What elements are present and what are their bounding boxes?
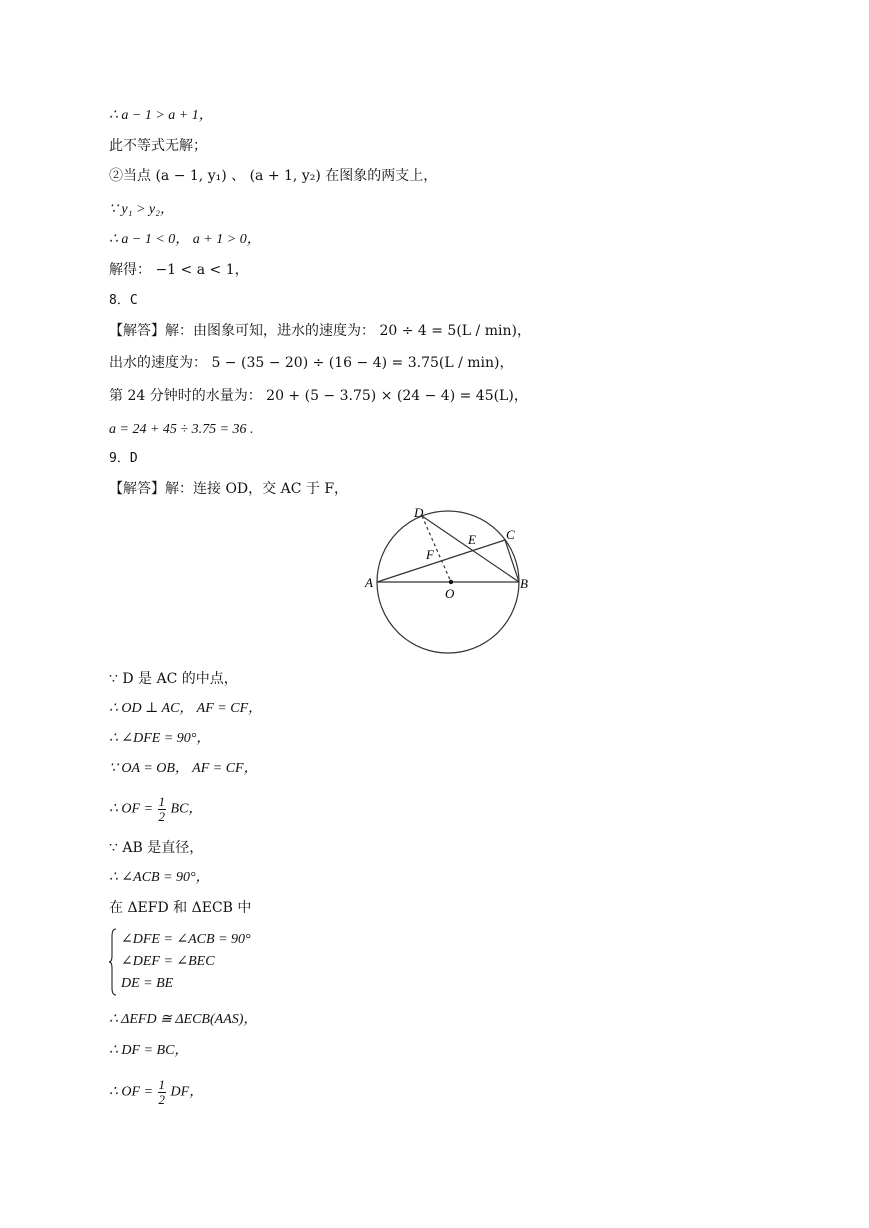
fraction-one-half [158,795,167,824]
line-4: ∵ y₁ > y₂， [109,202,175,217]
system-row-2: ∠DEF = ∠BEC [121,954,215,969]
label-a: A [365,575,373,590]
fraction-numerator: 1 [158,1077,166,1092]
question-9-answer: 9．D [109,451,138,466]
step-4: ∵ OA = OB， AF = CF， [109,761,258,776]
line-5: ∴ a − 1 < 0， a + 1 > 0， [109,232,261,247]
label-d: D [414,505,424,520]
fraction-numerator: 1 [158,794,166,809]
step-2: ∴ OD ⊥ AC， AF = CF， [109,701,263,716]
step-6: ∵ AB 是直径， [109,840,204,856]
step-7: ∴ ∠ACB = 90°， [109,870,210,885]
line-2: 此不等式无解； [109,138,207,154]
label-e: E [468,532,476,547]
solution-8-line-4: a = 24 + 45 ÷ 3.75 = 36 . [109,422,254,437]
step-5 [109,795,202,824]
step-11 [109,1078,203,1107]
circle-geometry-figure [360,500,540,660]
center-point-o [449,580,453,584]
system-brace [109,928,117,996]
solution-8-line-3: 第 24 分钟时的水量为： 20 + (5 − 3.75) × (24 − 4) = 45(L)， [109,388,528,404]
fraction-denominator: 2 [158,1092,166,1107]
solution-9-line-1: 【解答】解：连接 OD，交 AC 于 F， [109,481,349,497]
solution-8-line-2: 出水的速度为： 5 − (35 − 20) ÷ (16 − 4) = 3.75(L / min)， [109,355,514,371]
solution-8-line-1: 【解答】解：由图象可知，进水的速度为： 20 ÷ 4 = 5(L / min)， [109,323,531,339]
chord-ac [377,540,505,582]
step-5-prefix: ∴ OF = [109,801,154,817]
chord-bc [505,540,519,582]
fraction-one-half [158,1078,167,1107]
question-8-answer: 8．C [109,293,138,308]
system-row-3: DE = BE [121,976,174,991]
step-10: ∴ DF = BC， [109,1043,189,1058]
step-8: 在 ΔEFD 和 ΔECB 中 [109,900,252,916]
fraction-denominator: 2 [158,809,166,824]
label-o: O [445,586,455,601]
label-f: F [426,547,434,562]
step-11-prefix: ∴ OF = [109,1084,154,1100]
step-9: ∴ ΔEFD ≅ ΔECB(AAS)， [109,1012,258,1027]
line-1: ∴ a − 1 > a + 1， [109,108,213,123]
label-c: C [506,527,515,542]
step-11-suffix: DF， [170,1084,204,1100]
line-6: 解得： −1 < a < 1， [109,262,249,278]
step-5-suffix: BC， [170,801,203,817]
line-3: ②当点 (a − 1, y₁) 、 (a + 1, y₂) 在图象的两支上， [109,168,438,184]
step-3: ∴ ∠DFE = 90°， [109,731,211,746]
label-b: B [520,576,528,591]
system-row-1: ∠DFE = ∠ACB = 90° [121,932,251,947]
step-1: ∵ D 是 AC 的中点， [109,671,238,687]
